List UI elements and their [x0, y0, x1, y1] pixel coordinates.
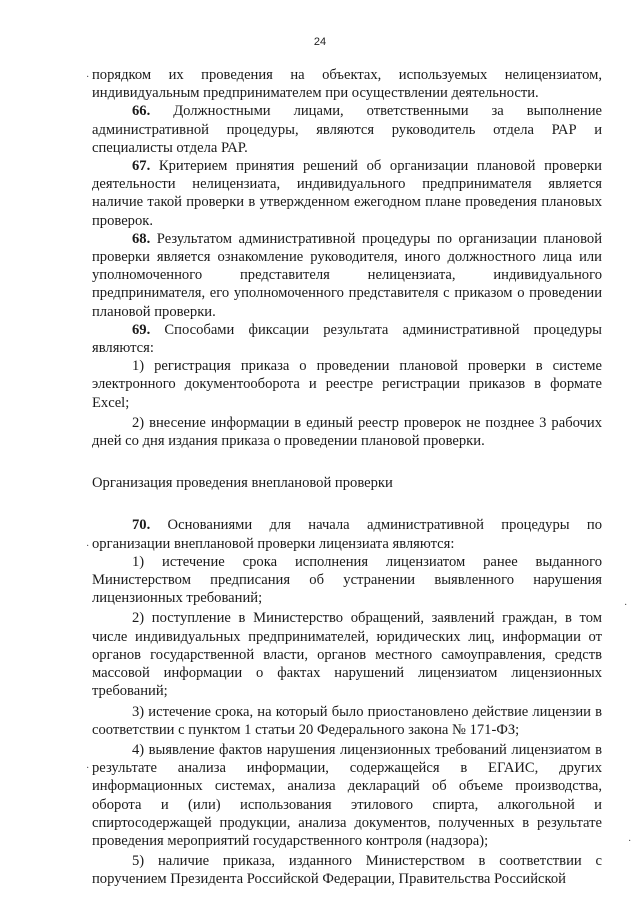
- paragraph-70: [92, 516, 602, 552]
- paragraph-text: Основаниями для начала административной процедуры по организации внеплановой проверки лицензиата являются:: [92, 517, 602, 552]
- list-item: 4) выявление фактов нарушения лицензионных требований лицензиатом в результате анализа информации, содержащейся в ЕГАИС, других информационных системах, анализа деклараций об объеме производства, оборота и (или) использования этилового спирта, алкогольной и спиртосодержащей продукции, анализа документов, полученных в результате проведения мероприятий государственного контроля (надзора);: [92, 741, 602, 849]
- document-body: [92, 66, 602, 889]
- page-number: 24: [313, 36, 327, 48]
- scan-speck: ·: [86, 541, 90, 552]
- scan-speck: ·: [86, 763, 90, 774]
- paragraph-number: 66.: [132, 103, 151, 120]
- paragraph-text: Должностными лицами, ответственными за выполнение административной процедуры, являются руководитель отдела РАР и специалисты отдела РАР.: [92, 103, 602, 156]
- list-item: 1) истечение срока исполнения лицензиатом ранее выданного Министерством предписания об устранении выявленного нарушения лицензионных требований;: [92, 553, 602, 607]
- paragraph-67: [92, 157, 602, 230]
- paragraph-text: Способами фиксации результата административной процедуры являются:: [92, 321, 602, 357]
- paragraph-text: Результатом административной процедуры по организации плановой проверки является ознакомление руководителя, иного должностного лица или уполномоченного представителя нелицензиата, индивидуального предпринимателя, его уполномоченного представителя с приказом о проведении плановой проверки.: [92, 230, 602, 320]
- section-heading: Организация проведения внеплановой проверки: [92, 475, 393, 492]
- paragraph-continuation: порядком их проведения на объектах, используемых нелицензиатом, индивидуальным предпринимателем при осуществлении деятельности.: [92, 67, 602, 102]
- paragraph-69: [92, 321, 602, 357]
- list-item: 2) поступление в Министерство обращений, заявлений граждан, в том числе индивидуальных предпринимателей, юридических лиц, информации от органов государственной власти, органов местного самоуправления, средств массовой информации о фактах нарушений лицензиатом лицензионных требований;: [92, 610, 602, 700]
- list-item: 1) регистрация приказа о проведении плановой проверки в системе электронного документооборота и реестре регистрации приказов в формате Excel;: [92, 358, 602, 411]
- paragraph-number: 70.: [132, 517, 151, 534]
- paragraph-number: 69.: [132, 321, 151, 338]
- list-item: 2) внесение информации в единый реестр проверок не позднее 3 рабочих дней со дня издания приказа о проведении плановой проверки.: [92, 414, 602, 450]
- scan-speck: ·: [628, 836, 632, 847]
- scan-speck: ·: [86, 72, 90, 83]
- paragraph-number: 68.: [132, 230, 151, 247]
- paragraph-number: 67.: [132, 158, 151, 175]
- list-item: 3) истечение срока, на который было приостановлено действие лицензии в соответствии с пунктом 1 статьи 20 Федерального закона № 171-ФЗ;: [92, 703, 602, 738]
- list-item: 5) наличие приказа, изданного Министерством в соответствии с поручением Президента Российской Федерации, Правительства Российской: [92, 853, 602, 888]
- paragraph-text: Критерием принятия решений об организации плановой проверки деятельности нелицензиата, индивидуального предпринимателя является наличие такой проверки в утвержденном ежегодном плане проведения плановых проверок.: [92, 158, 602, 229]
- scan-speck: ·: [624, 600, 628, 611]
- paragraph-66: [92, 102, 602, 157]
- paragraph-68: [92, 230, 602, 321]
